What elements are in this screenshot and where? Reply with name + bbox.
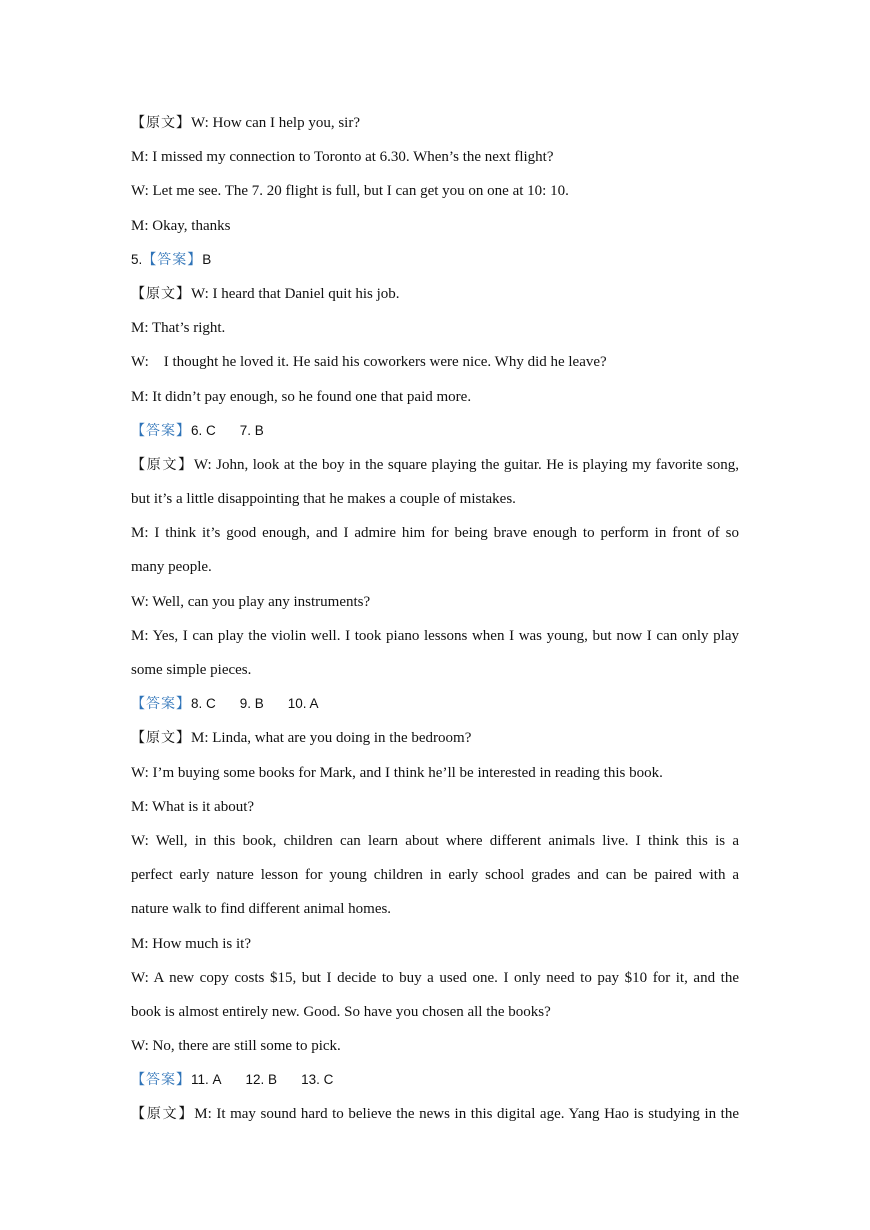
text-line: M: Okay, thanks xyxy=(131,217,231,234)
answer-value: 13. C xyxy=(301,1072,334,1088)
text-line: W: I’m buying some books for Mark, and I think he’ll be interested in reading this book. xyxy=(131,764,663,781)
answer-line xyxy=(131,243,739,277)
question-number: 5. xyxy=(131,251,143,267)
original-tag: 【原文】 xyxy=(131,456,194,473)
answer-value: 11. A xyxy=(191,1072,222,1088)
answer-line xyxy=(131,1063,739,1097)
answer-value: 7. B xyxy=(239,422,264,438)
original-tag: 【原文】 xyxy=(131,1106,195,1123)
text-line xyxy=(131,106,739,140)
text-line: nature walk to find different animal homes. xyxy=(131,901,392,918)
line-text: W: John, look at the boy in the square playing the guitar. He is playing my favorite song, xyxy=(193,456,739,473)
text-line: W: Well, can you play any instruments? xyxy=(131,593,371,610)
answer-value: 8. C xyxy=(191,696,216,712)
original-tag: 【原文】 xyxy=(131,730,191,747)
text-line: perfect early nature lesson for young children in early school grades and can be paired with a xyxy=(131,867,739,884)
answer-value: 12. B xyxy=(245,1072,278,1088)
text-line: M: What is it about? xyxy=(131,798,255,815)
answer-line xyxy=(131,414,739,448)
text-line: some simple pieces. xyxy=(131,662,252,678)
text-line xyxy=(131,1097,739,1131)
line-text: M: It may sound hard to believe the news in this digital age. Yang Hao is studying in the xyxy=(194,1106,739,1123)
text-line xyxy=(131,345,739,379)
answer-value: 10. A xyxy=(287,696,319,712)
text-line xyxy=(131,277,739,311)
text-line: W: Let me see. The 7. 20 flight is full, but I can get you on one at 10: 10. xyxy=(131,183,569,200)
answer-tag: 【答案】 xyxy=(131,422,191,439)
text-line: M: It didn’t pay enough, so he found one that paid more. xyxy=(131,388,472,405)
document-page xyxy=(131,106,739,1132)
text-line: M: Yes, I can play the violin well. I took piano lessons when I was young, but now I can only play xyxy=(131,627,739,644)
text-line: M: That’s right. xyxy=(131,320,226,337)
original-tag: 【原文】 xyxy=(131,115,191,131)
text-line: W: A new copy costs $15, but I decide to buy a used one. I only need to pay $10 for it, and the xyxy=(131,969,739,986)
text-line: M: I missed my connection to Toronto at 6.30. When’s the next flight? xyxy=(131,149,554,166)
line-text: W: I thought he loved it. He said his coworkers were nice. Why did he leave? xyxy=(131,354,607,371)
text-line: M: How much is it? xyxy=(131,935,251,952)
text-line: W: No, there are still some to pick. xyxy=(131,1038,341,1055)
text-line: but it’s a little disappointing that he makes a couple of mistakes. xyxy=(131,491,516,508)
answer-tag: 【答案】 xyxy=(131,696,191,713)
text-line xyxy=(131,448,739,482)
answer-line xyxy=(131,687,739,721)
text-line: many people. xyxy=(131,559,212,576)
text-line: W: Well, in this book, children can learn about where different animals live. I think this is a xyxy=(131,832,739,849)
line-text: W: How can I help you, sir? xyxy=(191,115,360,131)
line-text: W: I heard that Daniel quit his job. xyxy=(191,285,400,302)
answer-value: 6. C xyxy=(191,422,216,438)
answer-value: B xyxy=(202,251,212,267)
answer-value: 9. B xyxy=(239,696,264,712)
text-line: book is almost entirely new. Good. So have you chosen all the books? xyxy=(131,1003,551,1020)
text-line xyxy=(131,721,739,755)
text-line: M: I think it’s good enough, and I admire him for being brave enough to perform in front of so xyxy=(131,525,739,542)
original-tag: 【原文】 xyxy=(131,285,191,302)
answer-tag: 【答案】 xyxy=(131,1072,191,1089)
line-text: M: Linda, what are you doing in the bedroom? xyxy=(191,730,472,747)
answer-tag: 【答案】 xyxy=(142,251,203,268)
